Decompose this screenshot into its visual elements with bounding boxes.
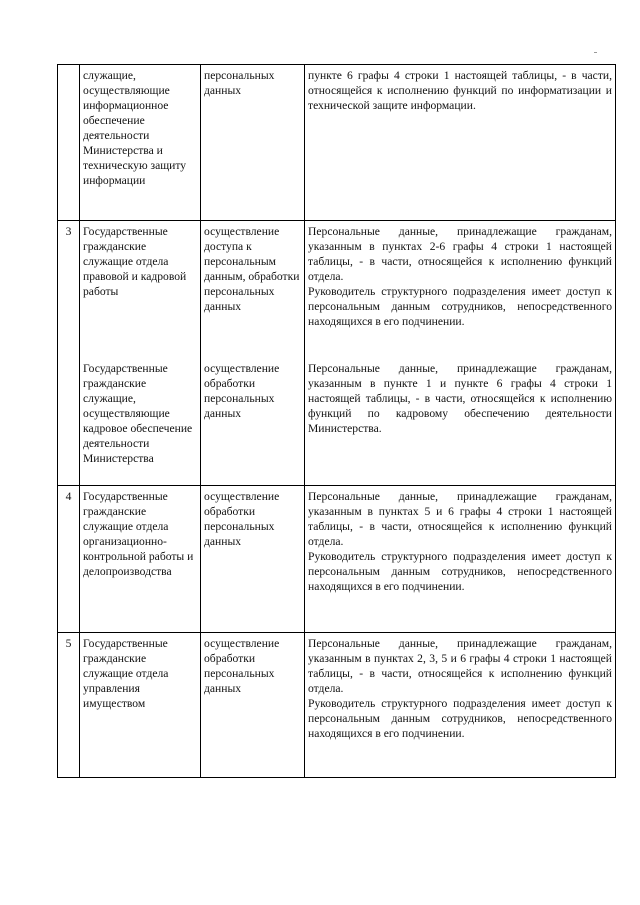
employee-category-cell (80, 358, 201, 486)
processing-action-text: осуществление доступа к персональным данным, обработки персональных данных (204, 225, 300, 313)
processing-action-text: осуществление обработки персональных данных (204, 362, 280, 420)
processing-action-cell (201, 221, 305, 359)
table-row-5 (58, 633, 616, 778)
personal-data-cell (305, 221, 616, 359)
table-row-continuation (58, 65, 616, 221)
processing-action-cell (201, 358, 305, 486)
personal-data-paragraph: пункте 6 графы 4 строки 1 настоящей таблицы, - в части, относящейся к исполнению функций по информатизации и технической защите информации. (308, 69, 612, 112)
processing-action-cell (201, 486, 305, 633)
employee-category-cell (80, 65, 201, 221)
personal-data-cell (305, 358, 616, 486)
personal-data-paragraph: Персональные данные, принадлежащие гражданам, указанным в пунктах 2-6 графы 4 строки 1 настоящей таблицы, - в части, относящейся к исполнению функций отдела. (308, 225, 612, 283)
personal-data-paragraph: Персональные данные, принадлежащие гражданам, указанным в пунктах 2, 3, 5 и 6 графы 4 строки 1 настоящей таблицы, - в части, относящейся к исполнению функций отдела. (308, 637, 612, 695)
table-row-3 (58, 221, 616, 359)
employee-category-text: служащие, осуществляющие информационное обеспечение деятельности Министерства и техническую защиту информации (83, 69, 187, 187)
personal-data-paragraph: Руководитель структурного подразделения имеет доступ к персональным данным сотрудников, непосредственного находящихся в его подчинении. (308, 285, 612, 328)
employee-category-text: Государственные гражданские служащие, осуществляющие кадровое обеспечение деятельности Министерства (83, 362, 193, 465)
employee-category-text: Государственные гражданские служащие отдела правовой и кадровой работы (83, 225, 187, 298)
personal-data-paragraph: Руководитель структурного подразделения имеет доступ к персональным данным сотрудников, непосредственного находящихся в его подчинении. (308, 550, 612, 593)
personal-data-paragraph: Руководитель структурного подразделения имеет доступ к персональным данным сотрудников, непосредственного находящихся в его подчинении. (308, 697, 612, 740)
personal-data-paragraph: Персональные данные, принадлежащие гражданам, указанным в пункте 1 и пункте 6 графы 4 строки 1 настоящей таблицы, - в части, относящейся к исполнению функций по кадровому обеспечению деятельности Министерства. (308, 362, 612, 435)
personal-data-paragraph: Персональные данные, принадлежащие гражданам, указанным в пунктах 5 и 6 графы 4 строки 1 настоящей таблицы, - в части, относящейся к исполнению функций отдела. (308, 490, 612, 548)
personal-data-cell (305, 486, 616, 633)
row-number-cell: 3 (58, 221, 80, 486)
processing-action-cell (201, 633, 305, 778)
processing-action-text: персональных данных (204, 69, 275, 97)
personal-data-cell (305, 633, 616, 778)
employee-category-cell (80, 486, 201, 633)
employee-category-cell (80, 221, 201, 359)
employee-category-text: Государственные гражданские служащие отдела организационно-контрольной работы и делопроизводства (83, 490, 194, 578)
employee-category-cell (80, 633, 201, 778)
table-row-4 (58, 486, 616, 633)
row-number-cell (58, 65, 80, 221)
personal-data-cell (305, 65, 616, 221)
access-rights-table (57, 64, 616, 778)
scan-speck (594, 52, 597, 53)
row-number-cell: 5 (58, 633, 80, 778)
employee-category-text: Государственные гражданские служащие отдела управления имуществом (83, 637, 169, 710)
processing-action-cell (201, 65, 305, 221)
processing-action-text: осуществление обработки персональных данных (204, 637, 280, 695)
table-row-3-sub (58, 358, 616, 486)
processing-action-text: осуществление обработки персональных данных (204, 490, 280, 548)
row-number-cell: 4 (58, 486, 80, 633)
